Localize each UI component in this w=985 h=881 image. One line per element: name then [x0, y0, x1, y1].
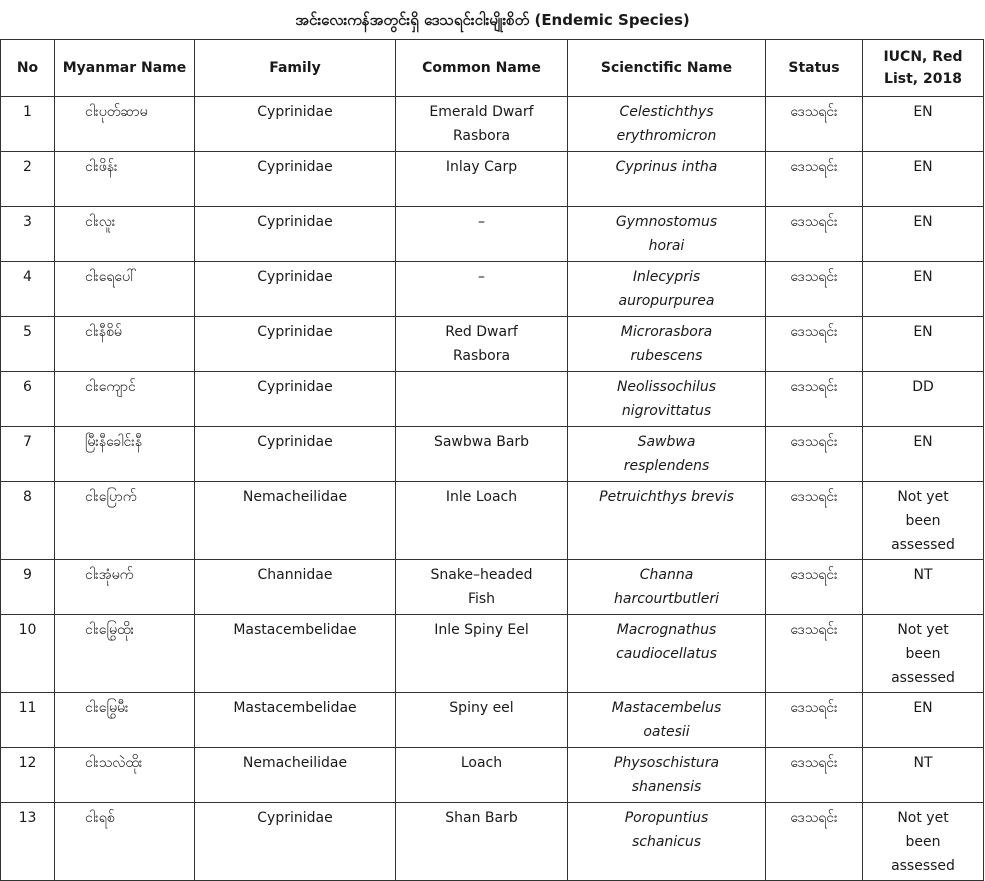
- cell-scientific-name: Celestichthys erythromicron: [568, 97, 766, 152]
- cell-no: 12: [1, 748, 55, 803]
- header-common-name: Common Name: [396, 40, 568, 97]
- cell-no: 3: [1, 207, 55, 262]
- table-row: [1, 693, 984, 748]
- cell-scientific-name: Macrognathus caudiocellatus: [568, 615, 766, 693]
- cell-family: Channidae: [195, 560, 396, 615]
- cell-iucn: DD: [863, 372, 984, 427]
- cell-family: Cyprinidae: [195, 97, 396, 152]
- cell-family: Mastacembelidae: [195, 615, 396, 693]
- cell-myanmar-name: ငါးအုံမက်: [55, 560, 195, 615]
- cell-no: 2: [1, 152, 55, 207]
- cell-no: 13: [1, 803, 55, 881]
- cell-common-name: Inlay Carp: [396, 152, 568, 207]
- cell-iucn: EN: [863, 427, 984, 482]
- cell-iucn: Not yet been assessed: [863, 615, 984, 693]
- cell-iucn: Not yet been assessed: [863, 803, 984, 881]
- table-title: အင်းလေးကန်အတွင်းရှိ ဒေသရင်းငါးမျိုးစိတ် (Endemic Species): [295, 11, 690, 29]
- cell-common-name: Shan Barb: [396, 803, 568, 881]
- cell-myanmar-name: ငါးပုတ်ဆာမ: [55, 97, 195, 152]
- cell-family: Cyprinidae: [195, 152, 396, 207]
- table-row: [1, 748, 984, 803]
- table-row: [1, 482, 984, 560]
- cell-family: Cyprinidae: [195, 427, 396, 482]
- cell-status: ဒေသရင်း: [766, 803, 863, 881]
- cell-common-name: Spiny eel: [396, 693, 568, 748]
- cell-scientific-name: Physoschistura shanensis: [568, 748, 766, 803]
- cell-common-name: [396, 372, 568, 427]
- cell-status: ဒေသရင်း: [766, 482, 863, 560]
- cell-scientific-name: Gymnostomus horai: [568, 207, 766, 262]
- cell-status: ဒေသရင်း: [766, 748, 863, 803]
- cell-status: ဒေသရင်း: [766, 317, 863, 372]
- cell-status: ဒေသရင်း: [766, 97, 863, 152]
- cell-family: Cyprinidae: [195, 207, 396, 262]
- cell-iucn: EN: [863, 262, 984, 317]
- cell-no: 1: [1, 97, 55, 152]
- cell-no: 7: [1, 427, 55, 482]
- cell-family: Cyprinidae: [195, 803, 396, 881]
- cell-iucn: Not yet been assessed: [863, 482, 984, 560]
- cell-common-name: –: [396, 207, 568, 262]
- cell-common-name: Sawbwa Barb: [396, 427, 568, 482]
- cell-myanmar-name: ငါးရစ်: [55, 803, 195, 881]
- header-myanmar-name: Myanmar Name: [55, 40, 195, 97]
- cell-iucn: EN: [863, 97, 984, 152]
- table-row: [1, 317, 984, 372]
- cell-status: ဒေသရင်း: [766, 207, 863, 262]
- cell-no: 8: [1, 482, 55, 560]
- header-iucn: IUCN, Red List, 2018: [863, 40, 984, 97]
- cell-family: Mastacembelidae: [195, 693, 396, 748]
- cell-myanmar-name: ငါးနီစိမ်: [55, 317, 195, 372]
- cell-scientific-name: Neolissochilus nigrovittatus: [568, 372, 766, 427]
- cell-no: 11: [1, 693, 55, 748]
- cell-scientific-name: Sawbwa resplendens: [568, 427, 766, 482]
- cell-family: Cyprinidae: [195, 372, 396, 427]
- table-row: [1, 560, 984, 615]
- endemic-species-table: [0, 39, 984, 881]
- cell-myanmar-name: မြီးနီခေါင်းနီ: [55, 427, 195, 482]
- table-row: [1, 207, 984, 262]
- cell-scientific-name: Mastacembelus oatesii: [568, 693, 766, 748]
- cell-myanmar-name: ငါးဖိန်း: [55, 152, 195, 207]
- cell-iucn: EN: [863, 207, 984, 262]
- table-row: [1, 372, 984, 427]
- cell-myanmar-name: ငါးသလဲထိုး: [55, 748, 195, 803]
- header-status: Status: [766, 40, 863, 97]
- cell-common-name: Snake–headed Fish: [396, 560, 568, 615]
- cell-iucn: EN: [863, 693, 984, 748]
- cell-iucn: NT: [863, 560, 984, 615]
- table-row: [1, 803, 984, 881]
- cell-myanmar-name: ငါးကျောင်: [55, 372, 195, 427]
- header-scientific-name: Scienctific Name: [568, 40, 766, 97]
- cell-common-name: Inle Spiny Eel: [396, 615, 568, 693]
- cell-myanmar-name: ငါးမြွေထိုး: [55, 615, 195, 693]
- cell-status: ဒေသရင်း: [766, 615, 863, 693]
- table-row: [1, 262, 984, 317]
- cell-myanmar-name: ငါးပြောက်: [55, 482, 195, 560]
- cell-common-name: –: [396, 262, 568, 317]
- cell-no: 9: [1, 560, 55, 615]
- cell-status: ဒေသရင်း: [766, 372, 863, 427]
- cell-scientific-name: Channa harcourtbutleri: [568, 560, 766, 615]
- cell-family: Nemacheilidae: [195, 482, 396, 560]
- cell-myanmar-name: ငါးလူး: [55, 207, 195, 262]
- cell-family: Cyprinidae: [195, 262, 396, 317]
- cell-no: 5: [1, 317, 55, 372]
- table-row: [1, 615, 984, 693]
- table-row: [1, 97, 984, 152]
- cell-common-name: Red Dwarf Rasbora: [396, 317, 568, 372]
- cell-scientific-name: Poropuntius schanicus: [568, 803, 766, 881]
- cell-iucn: NT: [863, 748, 984, 803]
- table-row: [1, 427, 984, 482]
- cell-family: Nemacheilidae: [195, 748, 396, 803]
- cell-common-name: Inle Loach: [396, 482, 568, 560]
- cell-scientific-name: Microrasbora rubescens: [568, 317, 766, 372]
- cell-myanmar-name: ငါးရေပေါ်: [55, 262, 195, 317]
- cell-status: ဒေသရင်း: [766, 560, 863, 615]
- cell-iucn: EN: [863, 152, 984, 207]
- cell-scientific-name: Petruichthys brevis: [568, 482, 766, 560]
- header-no: No: [1, 40, 55, 97]
- cell-no: 4: [1, 262, 55, 317]
- cell-no: 10: [1, 615, 55, 693]
- cell-status: ဒေသရင်း: [766, 262, 863, 317]
- cell-scientific-name: Inlecypris auropurpurea: [568, 262, 766, 317]
- cell-common-name: Emerald Dwarf Rasbora: [396, 97, 568, 152]
- header-row: [1, 40, 984, 97]
- cell-myanmar-name: ငါးမြွေမီး: [55, 693, 195, 748]
- cell-family: Cyprinidae: [195, 317, 396, 372]
- cell-common-name: Loach: [396, 748, 568, 803]
- cell-status: ဒေသရင်း: [766, 152, 863, 207]
- cell-iucn: EN: [863, 317, 984, 372]
- cell-no: 6: [1, 372, 55, 427]
- table-body: [1, 97, 984, 881]
- table-row: [1, 152, 984, 207]
- cell-scientific-name: Cyprinus intha: [568, 152, 766, 207]
- cell-status: ဒေသရင်း: [766, 427, 863, 482]
- cell-status: ဒေသရင်း: [766, 693, 863, 748]
- header-family: Family: [195, 40, 396, 97]
